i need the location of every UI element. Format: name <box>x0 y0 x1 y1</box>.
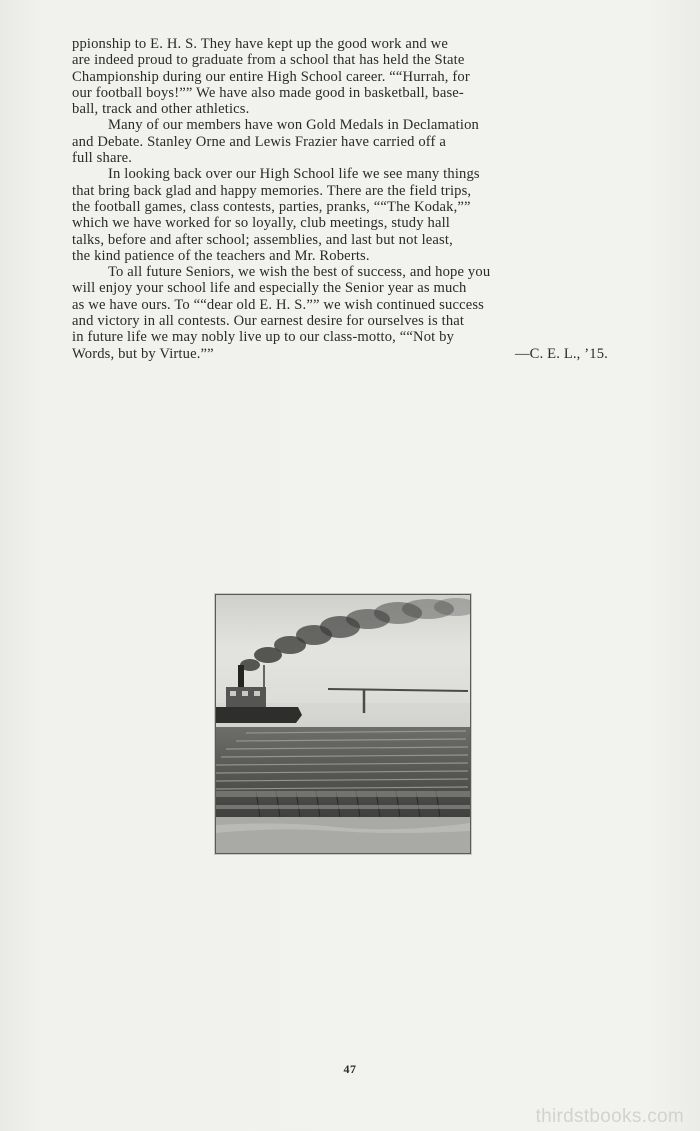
tugboat-log-raft-photo <box>216 595 470 853</box>
text-line: which we have worked for so loyally, club meetings, study hall <box>72 215 450 232</box>
page-number: 47 <box>343 1062 357 1076</box>
text-line: full share. <box>72 150 133 167</box>
text-line: and Debate. Stanley Orne and Lewis Frazier have carried off a <box>72 133 446 150</box>
body-text <box>72 36 628 362</box>
text-line: To all future Seniors, we wish the best of success, and hope you <box>108 264 491 281</box>
text-line: Championship during our entire High School career. ““Hurrah, for <box>72 68 470 85</box>
text-line: in future life we may nobly live up to our class-motto, ““Not by <box>72 329 455 346</box>
text-line: Words, but by Virtue.”” <box>72 345 214 362</box>
text-line: In looking back over our High School life we see many things <box>108 166 480 183</box>
text-line: our football boys!”” We have also made good in basketball, base- <box>72 84 464 101</box>
text-line: Many of our members have won Gold Medals in Declamation <box>108 117 479 134</box>
foreground-water <box>216 817 470 853</box>
watermark: thirdstbooks.com <box>535 1106 684 1127</box>
text-line: the kind patience of the teachers and Mr. Roberts. <box>72 247 370 264</box>
paragraph-1 <box>72 36 628 117</box>
text-line: ball, track and other athletics. <box>72 101 250 118</box>
text-line: and victory in all contests. Our earnest desire for ourselves is that <box>72 313 465 330</box>
text-line: talks, before and after school; assemblies, and last but not least, <box>72 231 453 248</box>
paragraph-2 <box>72 117 628 166</box>
text-line: as we have ours. To ““dear old E. H. S.”” we wish continued success <box>72 296 484 313</box>
log-raft <box>216 727 470 819</box>
paragraph-3 <box>72 166 628 264</box>
photograph <box>215 594 471 854</box>
text-line: ppionship to E. H. S. They have kept up the good work and we <box>72 36 448 52</box>
signature: —C. E. L., ’15. <box>514 345 608 362</box>
text-line: will enjoy your school life and especially the Senior year as much <box>72 280 467 297</box>
text-line: are indeed proud to graduate from a school that has held the State <box>72 52 465 69</box>
text-line: the football games, class contests, parties, pranks, ““The Kodak,”” <box>72 198 471 215</box>
text-line: that bring back glad and happy memories. There are the field trips, <box>72 182 472 199</box>
paragraph-4 <box>72 264 628 362</box>
